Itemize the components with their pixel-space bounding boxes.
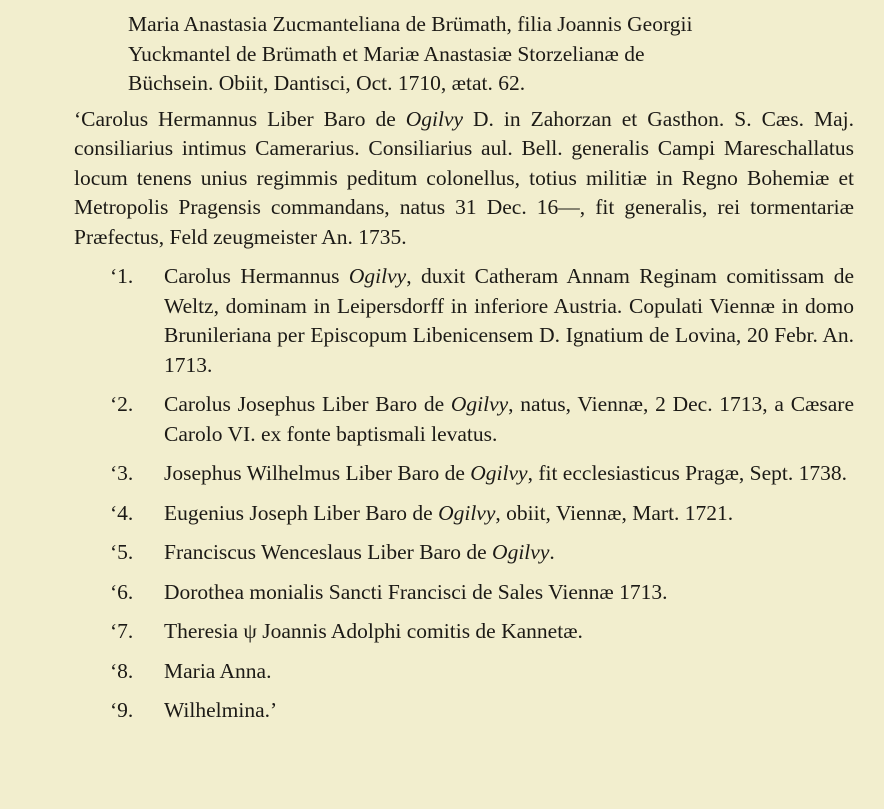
list-item-text-pre: Carolus Hermannus bbox=[164, 264, 349, 288]
list-item-text-post: . bbox=[549, 540, 555, 564]
list-item-number: ‘1. bbox=[110, 264, 134, 288]
list-item-text-post: , duxit Catheram Annam Reginam comitissam de Weltz, dominam in Leipersdorff in inferiore Austria. Copulati Viennæ in domo Brunileriana per Episcopum Libenicensem D. Ignatium de Lovina, 20 Febr. An. 1713. bbox=[164, 264, 854, 377]
paragraph-maria-anastasia-line2 bbox=[128, 40, 854, 70]
list-item bbox=[110, 578, 854, 608]
paragraph-line: Yuckmantel de Brümath et Mariæ Anastasiæ Storzelianæ de bbox=[128, 41, 645, 66]
list-item-number: ‘4. bbox=[110, 500, 134, 525]
list-item-number: ‘9. bbox=[110, 698, 134, 722]
surname-italic: Ogilvy bbox=[348, 264, 407, 288]
paragraph-line: Maria Anastasia Zucmanteliana de Brümath, filia Joannis Georgii bbox=[128, 12, 693, 36]
list-item-number: ‘7. bbox=[110, 619, 134, 643]
list-item-number: ‘3. bbox=[110, 461, 134, 485]
list-item-text-pre: Carolus Josephus Liber Baro de bbox=[164, 392, 451, 416]
list-item-number: ‘2. bbox=[110, 392, 134, 416]
list-item bbox=[110, 499, 854, 529]
list-item-text-pre: Franciscus Wenceslaus Liber Baro de bbox=[164, 540, 493, 564]
list-item bbox=[110, 538, 854, 568]
list-item-text-pre: Wilhelmina.’ bbox=[164, 698, 278, 722]
list-item bbox=[110, 657, 854, 687]
paragraph-carolus-hermannus bbox=[74, 105, 854, 253]
surname-italic: Ogilvy bbox=[438, 500, 496, 525]
list-item-text-pre: Maria Anna. bbox=[164, 658, 272, 683]
surname-italic: Ogilvy bbox=[405, 106, 464, 131]
list-item bbox=[110, 617, 854, 647]
list-item-number: ‘5. bbox=[110, 540, 134, 564]
paragraph-maria-anastasia bbox=[128, 10, 854, 40]
open-quote-mark: ‘ bbox=[74, 106, 82, 131]
list-item bbox=[110, 459, 854, 489]
list-item-text-post: , fit ecclesiasticus Pragæ, Sept. 1738. bbox=[527, 461, 848, 485]
list-item-number: ‘6. bbox=[110, 579, 134, 604]
list-item-text-post: , natus, Viennæ, 2 Dec. 1713, a Cæsare Carolo VI. ex fonte baptismali levatus. bbox=[164, 392, 854, 446]
list-item-number: ‘8. bbox=[110, 658, 134, 683]
paragraph-line: Büchsein. Obiit, Dantisci, Oct. 1710, ætat. 62. bbox=[128, 71, 526, 95]
surname-italic: Ogilvy bbox=[492, 540, 550, 564]
list-item bbox=[110, 696, 854, 726]
list-item-text-pre: Theresia ψ Joannis Adolphi comitis de Kannetæ. bbox=[164, 619, 583, 643]
surname-italic: Ogilvy bbox=[470, 461, 528, 485]
list-item bbox=[110, 262, 854, 380]
paragraph-text-part-1: Carolus Hermannus Liber Baro de bbox=[81, 106, 406, 131]
list-item-text-pre: Dorothea monialis Sancti Francisci de Sales Viennæ 1713. bbox=[164, 579, 668, 604]
paragraph-maria-anastasia-line3 bbox=[128, 69, 854, 99]
paragraph-text-part-2: D. in Zahorzan et Gasthon. S. Cæs. Maj. consiliarius intimus Camerarius. Consiliarius aul. Bell. generalis Campi Mareschallatus locum tenens unius regimmis peditum colonellus, totius militiæ in Regno Bohemiæ et Metropolis Pragensis commandans, natus 31 Dec. 16—, fit generalis, rei tormentariæ Præfectus, Feld zeugmeister An. 1735. bbox=[74, 106, 854, 249]
list-item-text-post: , obiit, Viennæ, Mart. 1721. bbox=[495, 500, 734, 525]
list-item bbox=[110, 390, 854, 449]
surname-italic: Ogilvy bbox=[450, 392, 509, 416]
list-item-text-pre: Josephus Wilhelmus Liber Baro de bbox=[164, 461, 471, 485]
list-item-text-pre: Eugenius Joseph Liber Baro de bbox=[164, 500, 439, 525]
